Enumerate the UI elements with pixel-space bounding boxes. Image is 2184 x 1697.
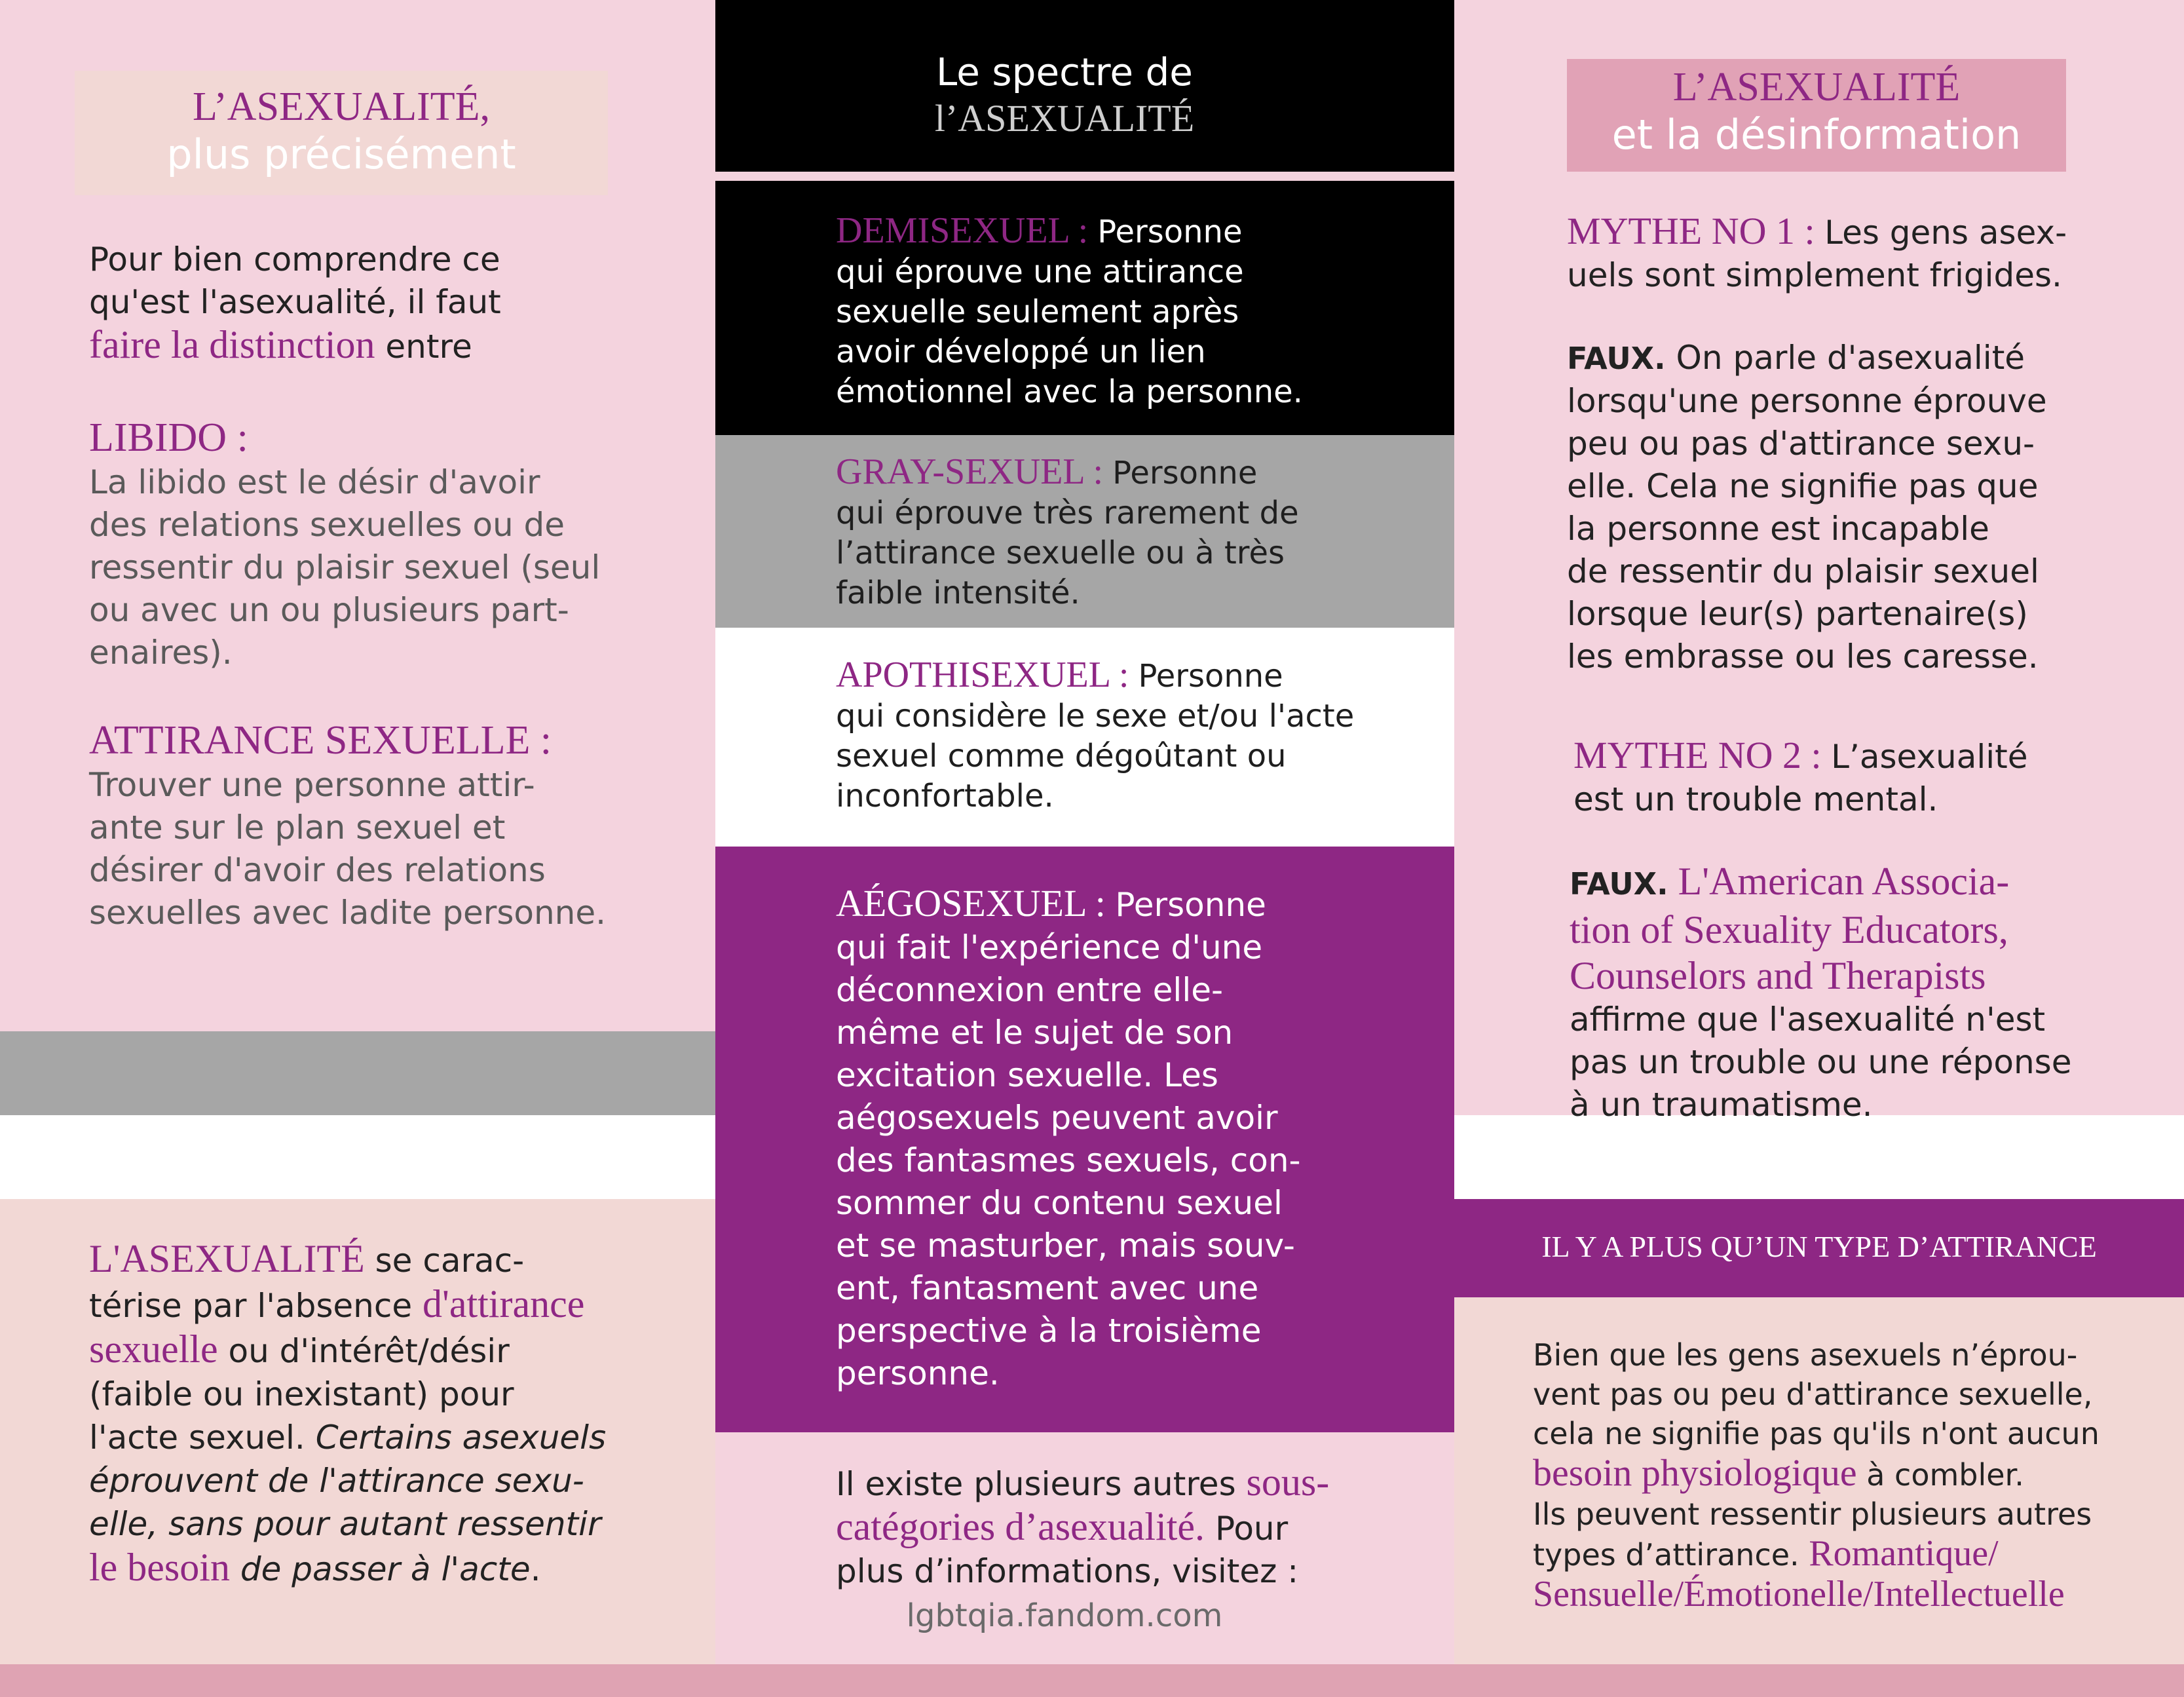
faux2-line1 [1570,858,2179,907]
faux2-line: affirme que l'asexualité n'est [1570,1001,2046,1039]
faux1-line1 [1567,337,2170,380]
def-line2 [89,1282,692,1327]
libido-line: ressentir du plaisir sexuel (seul [89,548,601,586]
left-intro-line3 [89,324,679,368]
apo-line: inconfortable. [836,778,1054,814]
aego-line: perspective à la troisième [836,1312,1262,1350]
attirance-line: sexuelles avec ladite personne. [89,894,606,932]
faux2-highlight: tion of Sexuality Educators, [1570,908,2008,951]
aego-text: Personne [1115,886,1266,924]
faux1-line: les embrasse ou les caresse. [1567,638,2039,676]
def-line7 [89,1502,692,1546]
myth2-text: L’asexualité [1831,738,2028,776]
demi-line1 [836,211,1439,252]
def-italic: elle, sans pour autant ressentir [89,1505,601,1543]
more-categories [836,1461,1439,1593]
demi-line: qui éprouve une attirance [836,254,1244,290]
myth2-line1 [1573,734,2176,778]
gray-line: l’attirance sexuelle ou à très [836,535,1285,571]
aego-line: qui fait l'expérience d'une [836,928,1263,966]
graysexuel-entry [836,452,1439,613]
right-title-line1: L’ASEXUALITÉ [1672,65,1961,109]
def-term: L'ASEXUALITÉ [89,1237,365,1280]
demi-line: émotionnel avec la personne. [836,373,1303,410]
faux1-line: la personne est incapable [1567,510,1989,548]
gray-text: Personne [1112,455,1258,491]
faux1-line: lorsqu'une personne éprouve [1567,382,2047,420]
myth1-line1 [1567,210,2170,254]
gray-line1 [836,452,1439,493]
apo-line: qui considère le sexe et/ou l'acte [836,698,1355,734]
demi-term: DEMISEXUEL : [836,210,1098,251]
left-intro-highlight: faire la distinction [89,323,375,366]
faux1-line: de ressentir du plaisir sexuel [1567,552,2039,590]
attraction-banner: IL Y A PLUS QU’UN TYPE D’ATTIRANCE [1541,1230,2097,1263]
aego-line1 [836,882,1439,926]
demi-line: sexuelle seulement après [836,294,1239,330]
apo-line1 [836,655,1452,696]
demi-line: avoir développé un lien [836,334,1206,370]
def-line1 [89,1237,692,1282]
attirance-line: Trouver une personne attir- [89,766,535,804]
attr-line: vent pas ou peu d'attirance sexuelle, [1533,1377,2093,1412]
apo-line: sexuel comme dégoûtant ou [836,738,1287,774]
faux1 [1567,337,2170,678]
left-white-band [0,1115,715,1199]
def-line4: (faible ou inexistant) pour [89,1375,514,1413]
left-gray-band [0,1031,715,1115]
def-italic: de passer à l'acte [229,1550,531,1588]
faux2-highlight: L'American Associa- [1668,860,2010,903]
apothisexuel-entry [836,655,1452,816]
def-line3 [89,1327,692,1373]
right-white-band [1454,1115,2184,1199]
faux2 [1570,858,2179,1126]
def-highlight: le besoin [89,1546,230,1589]
aego-line: excitation sexuelle. Les [836,1056,1218,1094]
attr-highlight: Romantique/ [1809,1533,1999,1574]
gray-line: qui éprouve très rarement de [836,495,1299,531]
left-title-line1: L’ASEXUALITÉ, [192,85,491,129]
aego-term: AÉGOSEXUEL : [836,882,1116,925]
attr-highlight: Sensuelle/Émotionelle/Intellectuelle [1533,1574,2065,1614]
demi-text: Personne [1097,214,1243,250]
attr-text: types d’attirance. [1533,1537,1809,1573]
gray-line: faible intensité. [836,575,1080,611]
left-intro-line1: Pour bien comprendre ce [89,240,500,278]
def-italic: Certains asexuels [315,1419,607,1457]
def-text: ou d'intérêt/désir [217,1332,510,1370]
attirance-line: désirer d'avoir des relations [89,851,546,889]
apo-term: APOTHISEXUEL : [836,655,1139,695]
def-highlight: d'attirance [423,1282,585,1325]
attr-line: cela ne signifie pas qu'ils n'ont aucun [1533,1416,2099,1451]
def-line6 [89,1459,692,1502]
aego-line: personne. [836,1354,1000,1392]
more-line2 [836,1506,1439,1550]
myth1-term: MYTHE NO 1 : [1567,210,1825,252]
attr-text: à combler. [1856,1457,2024,1493]
more-highlight: sous- [1246,1460,1330,1504]
faux1-text: On parle d'asexualité [1665,339,2025,377]
aego-line: des fantasmes sexuels, con- [836,1141,1301,1179]
aego-line: ent, fantasment avec une [836,1269,1259,1307]
attr-line5: Ils peuvent ressentir plusieurs autres [1533,1497,2092,1532]
myth1-text: Les gens asex- [1824,214,2067,252]
right-title-line2: et la désinformation [1611,111,2022,159]
more-highlight: catégories d’asexualité. [836,1505,1205,1548]
aego-line: déconnexion entre elle- [836,971,1224,1009]
faux1-label: FAUX. [1567,341,1666,376]
bottom-rose-strip [0,1664,2184,1697]
attirance-definition [89,764,679,934]
libido-line: enaires). [89,634,233,672]
attraction-text [1533,1335,2175,1614]
aego-line: et se masturber, mais souv- [836,1227,1295,1265]
attirance-line: ante sur le plan sexuel et [89,809,506,847]
left-intro-end: entre [375,328,472,366]
myth2-term: MYTHE NO 2 : [1573,734,1832,776]
myth2-line2: est un trouble mental. [1573,780,1938,818]
left-intro-line2: qu'est l'asexualité, il faut [89,283,501,321]
def-text: térise par l'absence [89,1287,423,1325]
faux2-highlight: Counselors and Therapists [1570,954,1986,997]
faux2-line: à un traumatisme. [1570,1086,1873,1124]
attirance-term: ATTIRANCE SEXUELLE : [89,718,552,763]
demisexuel-entry [836,211,1439,412]
def-text: l'acte sexuel. [89,1419,316,1457]
more-line3: plus d’informations, visitez : [836,1552,1299,1590]
libido-line: des relations sexuelles ou de [89,506,565,544]
def-italic: éprouvent de l'attirance sexu- [89,1462,584,1500]
aego-line: sommer du contenu sexuel [836,1184,1283,1222]
myth1 [1567,210,2170,297]
def-text: se carac- [364,1242,525,1280]
apo-text: Personne [1138,658,1283,695]
more-text: Il existe plusieurs autres [836,1465,1247,1503]
middle-title-line2: l’ASEXUALITÉ [934,97,1195,140]
def-line5 [89,1416,692,1459]
libido-line: ou avec un ou plusieurs part- [89,591,569,629]
faux1-line: peu ou pas d'attirance sexu- [1567,425,2035,463]
attr-highlight: besoin physiologique [1533,1451,1857,1494]
gray-term: GRAY-SEXUEL : [836,451,1113,492]
libido-line: La libido est le désir d'avoir [89,463,540,501]
myth2 [1573,734,2176,821]
middle-title [715,48,1414,142]
libido-term: LIBIDO : [89,415,248,460]
faux2-label: FAUX. [1570,866,1668,902]
more-line1 [836,1461,1439,1506]
aego-line: même et le sujet de son [836,1014,1233,1052]
faux1-line: elle. Cela ne signifie pas que [1567,467,2039,505]
faux1-line: lorsque leur(s) partenaire(s) [1567,595,2028,633]
attr-line: Bien que les gens asexuels n’éprou- [1533,1337,2078,1373]
middle-title-line1: Le spectre de [936,50,1193,94]
libido-definition [89,461,679,674]
left-intro [89,238,679,368]
more-text: Pour [1205,1510,1289,1548]
attr-line6 [1533,1534,2175,1574]
aegosexuel-entry [836,882,1439,1395]
myth1-line2: uels sont simplement frigides. [1567,256,2062,294]
def-text: . [530,1550,541,1588]
def-highlight: sexuelle [89,1327,218,1371]
left-title-box [75,71,608,195]
asexuality-definition [89,1237,692,1591]
faux2-line: pas un trouble ou une réponse [1570,1043,2072,1081]
aego-line: aégosexuels peuvent avoir [836,1099,1278,1137]
fandom-link[interactable]: lgbtqia.fandom.com [906,1597,1223,1634]
attr-line4 [1533,1453,2175,1495]
def-line8 [89,1546,692,1591]
right-title-box [1567,59,2066,172]
left-title-line2: plus précisément [166,130,516,178]
